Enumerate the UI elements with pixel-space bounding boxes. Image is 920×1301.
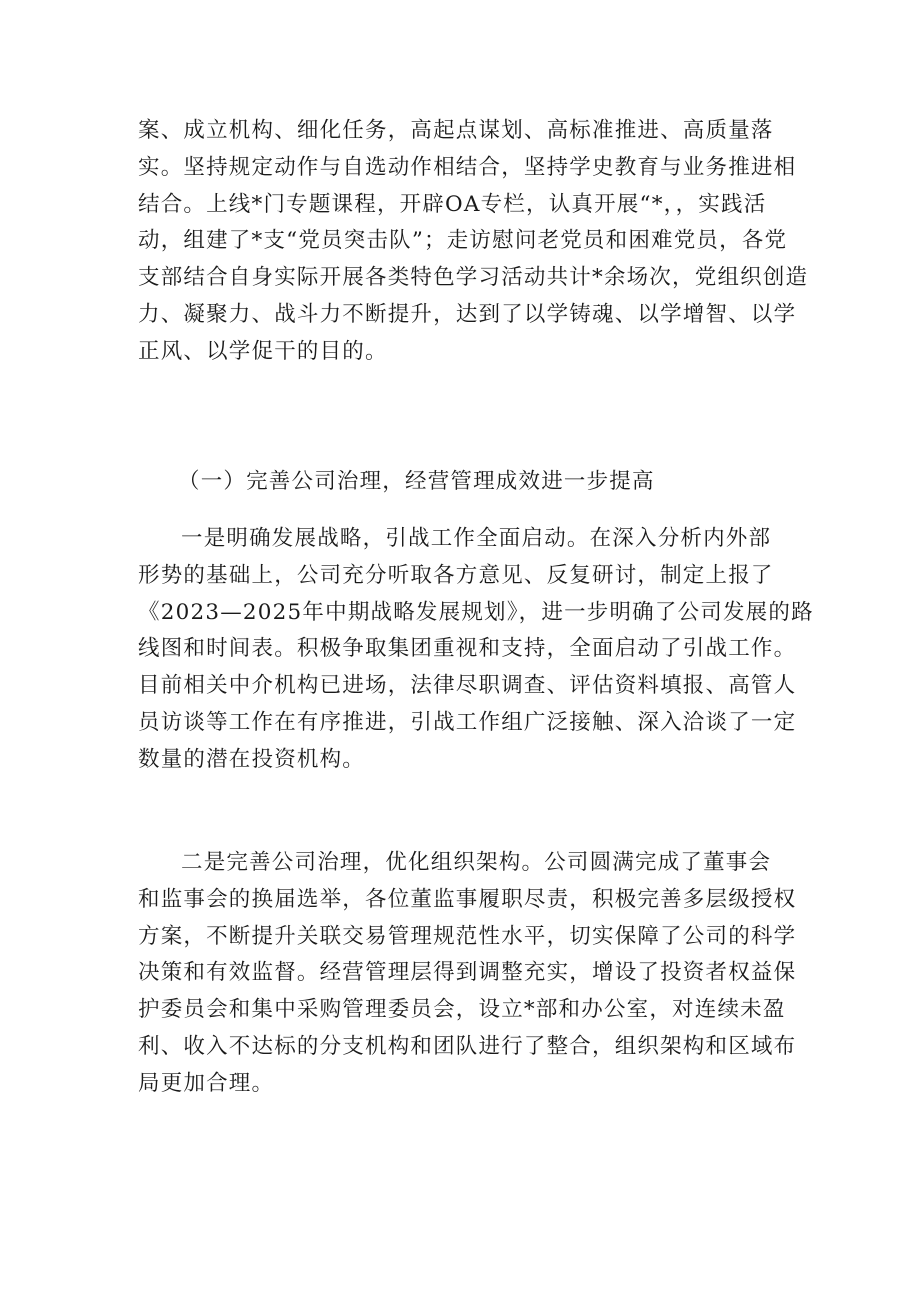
paragraph-line: 《2023—2025年中期战略发展规划》，进一步明确了公司发展的路	[138, 599, 814, 625]
paragraph-line: 力、凝聚力、战斗力不断提升，达到了以学铸魂、以学增智、以学	[138, 301, 797, 327]
strategy-paragraph	[138, 521, 814, 779]
paragraph-line: 和监事会的换届选举，各位董监事履职尽责，积极完善多层级授权	[138, 886, 797, 912]
paragraph-line: 二是完善公司治理，优化组织架构。公司圆满完成了董事会	[181, 850, 772, 875]
paragraph-line: 动，组建了*支“党员突击队”；走访慰问老党员和困难党员，各党	[138, 228, 788, 254]
paragraph-line: 方案，不断提升关联交易管理规范性水平，切实保障了公司的科学	[138, 923, 797, 949]
paragraph-line: 决策和有效监督。经营管理层得到调整充实，增设了投资者权益保	[138, 960, 797, 986]
paragraph-line: 数量的潜在投资机构。	[138, 746, 366, 772]
paragraph-line: 结合。上线*门专题课程，开辟OA专栏，认真开展“*，，实践活	[138, 191, 767, 217]
paragraph-line: 目前相关中介机构已进场，法律尽职调查、评估资料填报、高管人	[138, 673, 797, 699]
paragraph-line: 支部结合自身实际开展各类特色学习活动共计*余场次，党组织创造	[138, 265, 809, 291]
paragraph-line: 局更加合理。	[138, 1070, 275, 1096]
paragraph-line: 一是明确发展战略，引战工作全面启动。在深入分析内外部	[181, 526, 772, 551]
section-heading: （一）完善公司治理，经营管理成效进一步提高	[178, 469, 655, 494]
paragraph-line: 护委员会和集中采购管理委员会，设立*部和办公室，对连续未盈	[138, 997, 786, 1023]
paragraph-line: 形势的基础上，公司充分听取各方意见、反复研讨，制定上报了	[138, 562, 774, 588]
paragraph-line: 案、成立机构、细化任务，高起点谋划、高标准推进、高质量落	[138, 118, 774, 143]
paragraph-line: 线图和时间表。积极争取集团重视和支持，全面启动了引战工作。	[138, 636, 797, 662]
intro-paragraph	[138, 113, 809, 371]
paragraph-line: 利、收入不达标的分支机构和团队进行了整合，组织架构和区域布	[138, 1033, 797, 1059]
paragraph-line: 正风、以学促干的目的。	[138, 338, 388, 364]
paragraph-line: 员访谈等工作在有序推进，引战工作组广泛接触、深入洽谈了一定	[138, 709, 797, 735]
governance-paragraph	[138, 845, 797, 1103]
paragraph-line: 实。坚持规定动作与自选动作相结合，坚持学史教育与业务推进相	[138, 154, 797, 180]
